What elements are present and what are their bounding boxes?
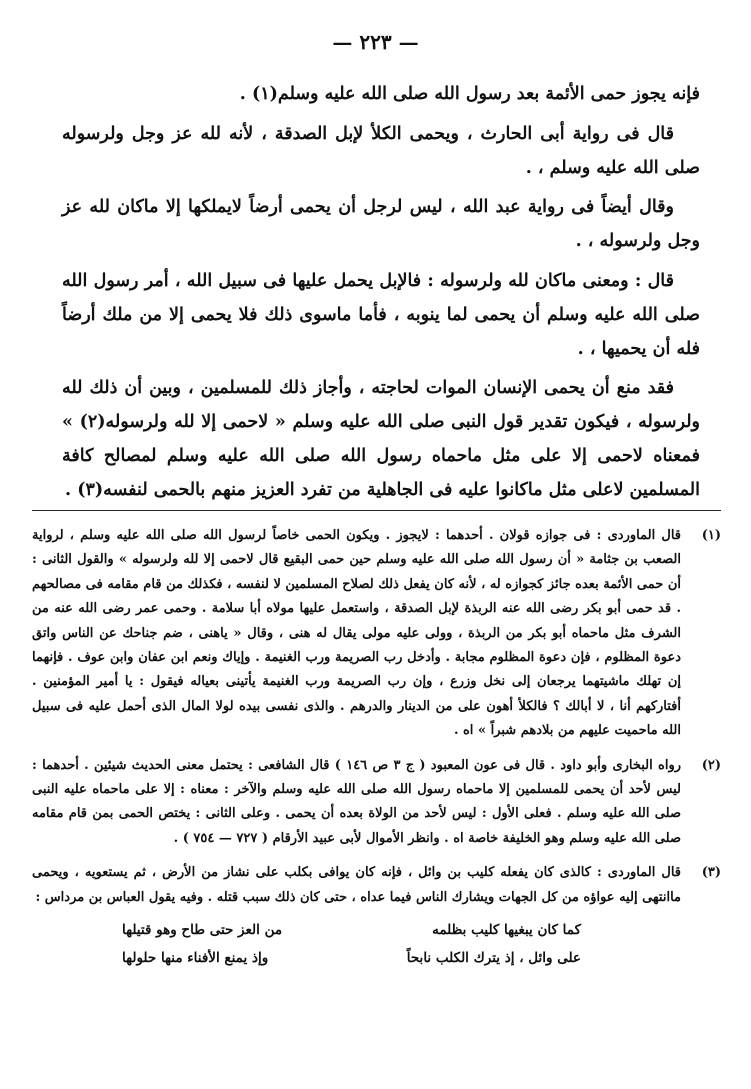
footnote-divider [32,510,721,511]
paragraph-3: وقال أيضاً فى رواية عبد الله ، ليس لرجل أن يحمى أرضاً لايملكها إلا ماكان لله عز وجل ولرسوله ، . [62,197,700,252]
footnote-3 [32,861,721,972]
paragraph-4: قال : ومعنى ماكان لله ولرسوله : فالإبل يحمل عليها فى سبيل الله ، أمر رسول الله صلى الله عليه وسلم أن يحمى لما ينوبه ، فأما ماسوى ذلك فلا يحمى إلا من ملك أرضاً فله أن يحميها ، . [62,270,700,359]
footnotes [32,524,721,982]
verse-second-hemistich: من العز حتى طاح وهو قتيلها [122,922,283,939]
footnote-text: رواه البخارى وأبو داود . قال فى عون المعبود ( ج ٣ ص ١٤٦ ) قال الشافعى : يحتمل معنى الحديث شيئين . أحدهما : ليس لأحد أن يحمى للمسلمين إلا ماحماه رسول الله صلى الله عليه وسلم والآخر : معناه : إلا على ماحماه عليه النبى صلى الله عليه وسلم . فعلى الأول : ليس لأحد من الولاة بعده أن يحمى . وعلى الثانى : يختص الحمى بمن قام مقامه صلى الله عليه وسلم وهو الخليفة خاصة اه . وانظر الأموال لأبى عبيد الأرقام ( ٧٢٧ — ٧٥٤ ) . [32,757,681,846]
paragraph-2: قال فى رواية أبى الحارث ، ويحمى الكلأ لإبل الصدقة ، لأنه لله عز وجل ولرسوله صلى الله عليه وسلم ، . [62,123,700,178]
verse-first-hemistich: على وائل ، إذ يترك الكلب نابحاً [406,950,581,967]
footnote-number: (٣) [701,865,721,881]
footnote-2 [32,754,721,852]
verse-line [122,916,581,944]
paragraph-5: فقد منع أن يحمى الإنسان الموات لحاجته ، وأجاز ذلك للمسلمين ، وبين أن ذلك لله ولرسوله ، فيكون تقدير قول النبى صلى الله عليه وسلم « لاحمى إلا لله ولرسوله(٢) » فمعناه لاحمى إلا على مثل ماحماه رسول الله صلى الله عليه وسلم لمصالح كافة المسلمين لاعلى مثل ماكانوا عليه فى الجاهلية من تفرد العزيز منهم بالحمى لنفسه(٣) . [62,378,701,500]
page-number: — ٢٢٣ — [332,30,419,54]
poem [122,916,581,972]
main-text [62,78,700,514]
verse-line [122,944,581,972]
footnote-text: قال الماوردى : فى جوازه قولان . أحدهما : لايجوز . ويكون الحمى خاصاً لرسول الله صلى الله عليه وسلم ، لرواية الصعب بن جثامة « أن رسول الله صلى الله عليه وسلم حين حمى البقيع قال لاحمى إلا لله ولرسوله » والقول الثانى : أن حمى الأئمة بعده جائز كجوازه له ، لأنه كان يفعل ذلك لصلاح المسلمين لا لنفسه ، فكذلك من قام مقامه فى مصالحهم . قد حمى أبو بكر رضى الله عنه الربذة لإبل الصدقة ، واستعمل عليها مولاه أبا سلامة . وحمى عمر رضى الله عنه من الشرف مثل ماحماه أبو بكر من الربذة ، وولى عليه مولى يقال له هنى ، وقال « ياهنى ، ضم جناحك عن الناس واتق دعوة المظلوم ، فإن دعوة المظلوم مجابة . وأدخل رب الصريمة ورب الغنيمة . وإياك ونعم ابن عفان وابن عوف . فإنهما إن تهلك ماشيتهما يرجعان إلى نخل وزرع ، وإن رب الصريمة ورب الغنيمة يأتينى بعياله فيقول : يا أمير المؤمنين . أفتاركهم أنا ، لا أبالك ؟ فالكلأ أهون على من الدينار والدرهم . والذى نفسى بيده لولا المال الذى أحمل عليه فى سبيل الله ماحميت عليهم من بلادهم شبراً » اه . [32,528,681,739]
footnote-text: قال الماوردى : كالذى كان يفعله كليب بن وائل ، فإنه كان يوافى بكلب على نشاز من الأرض ، ثم يستعويه ، ويحمى ماانتهى إليه عواؤه من كل الجهات ويشارك الناس فيما عداه ، حتى كان ذلك سبب قتله . وفيه يقول العباس بن مرداس : [32,865,681,905]
verse-first-hemistich: كما كان يبغيها كليب بظلمه [432,922,581,939]
footnote-number: (١) [701,528,721,543]
footnote-1 [32,524,721,744]
footnote-number: (٢) [701,757,721,773]
verse-second-hemistich: وإذ يمنع الأفناء منها حلولها [122,950,269,967]
paragraph-1: فإنه يجوز حمى الأئمة بعد رسول الله صلى الله عليه وسلم(١) . [239,84,700,104]
